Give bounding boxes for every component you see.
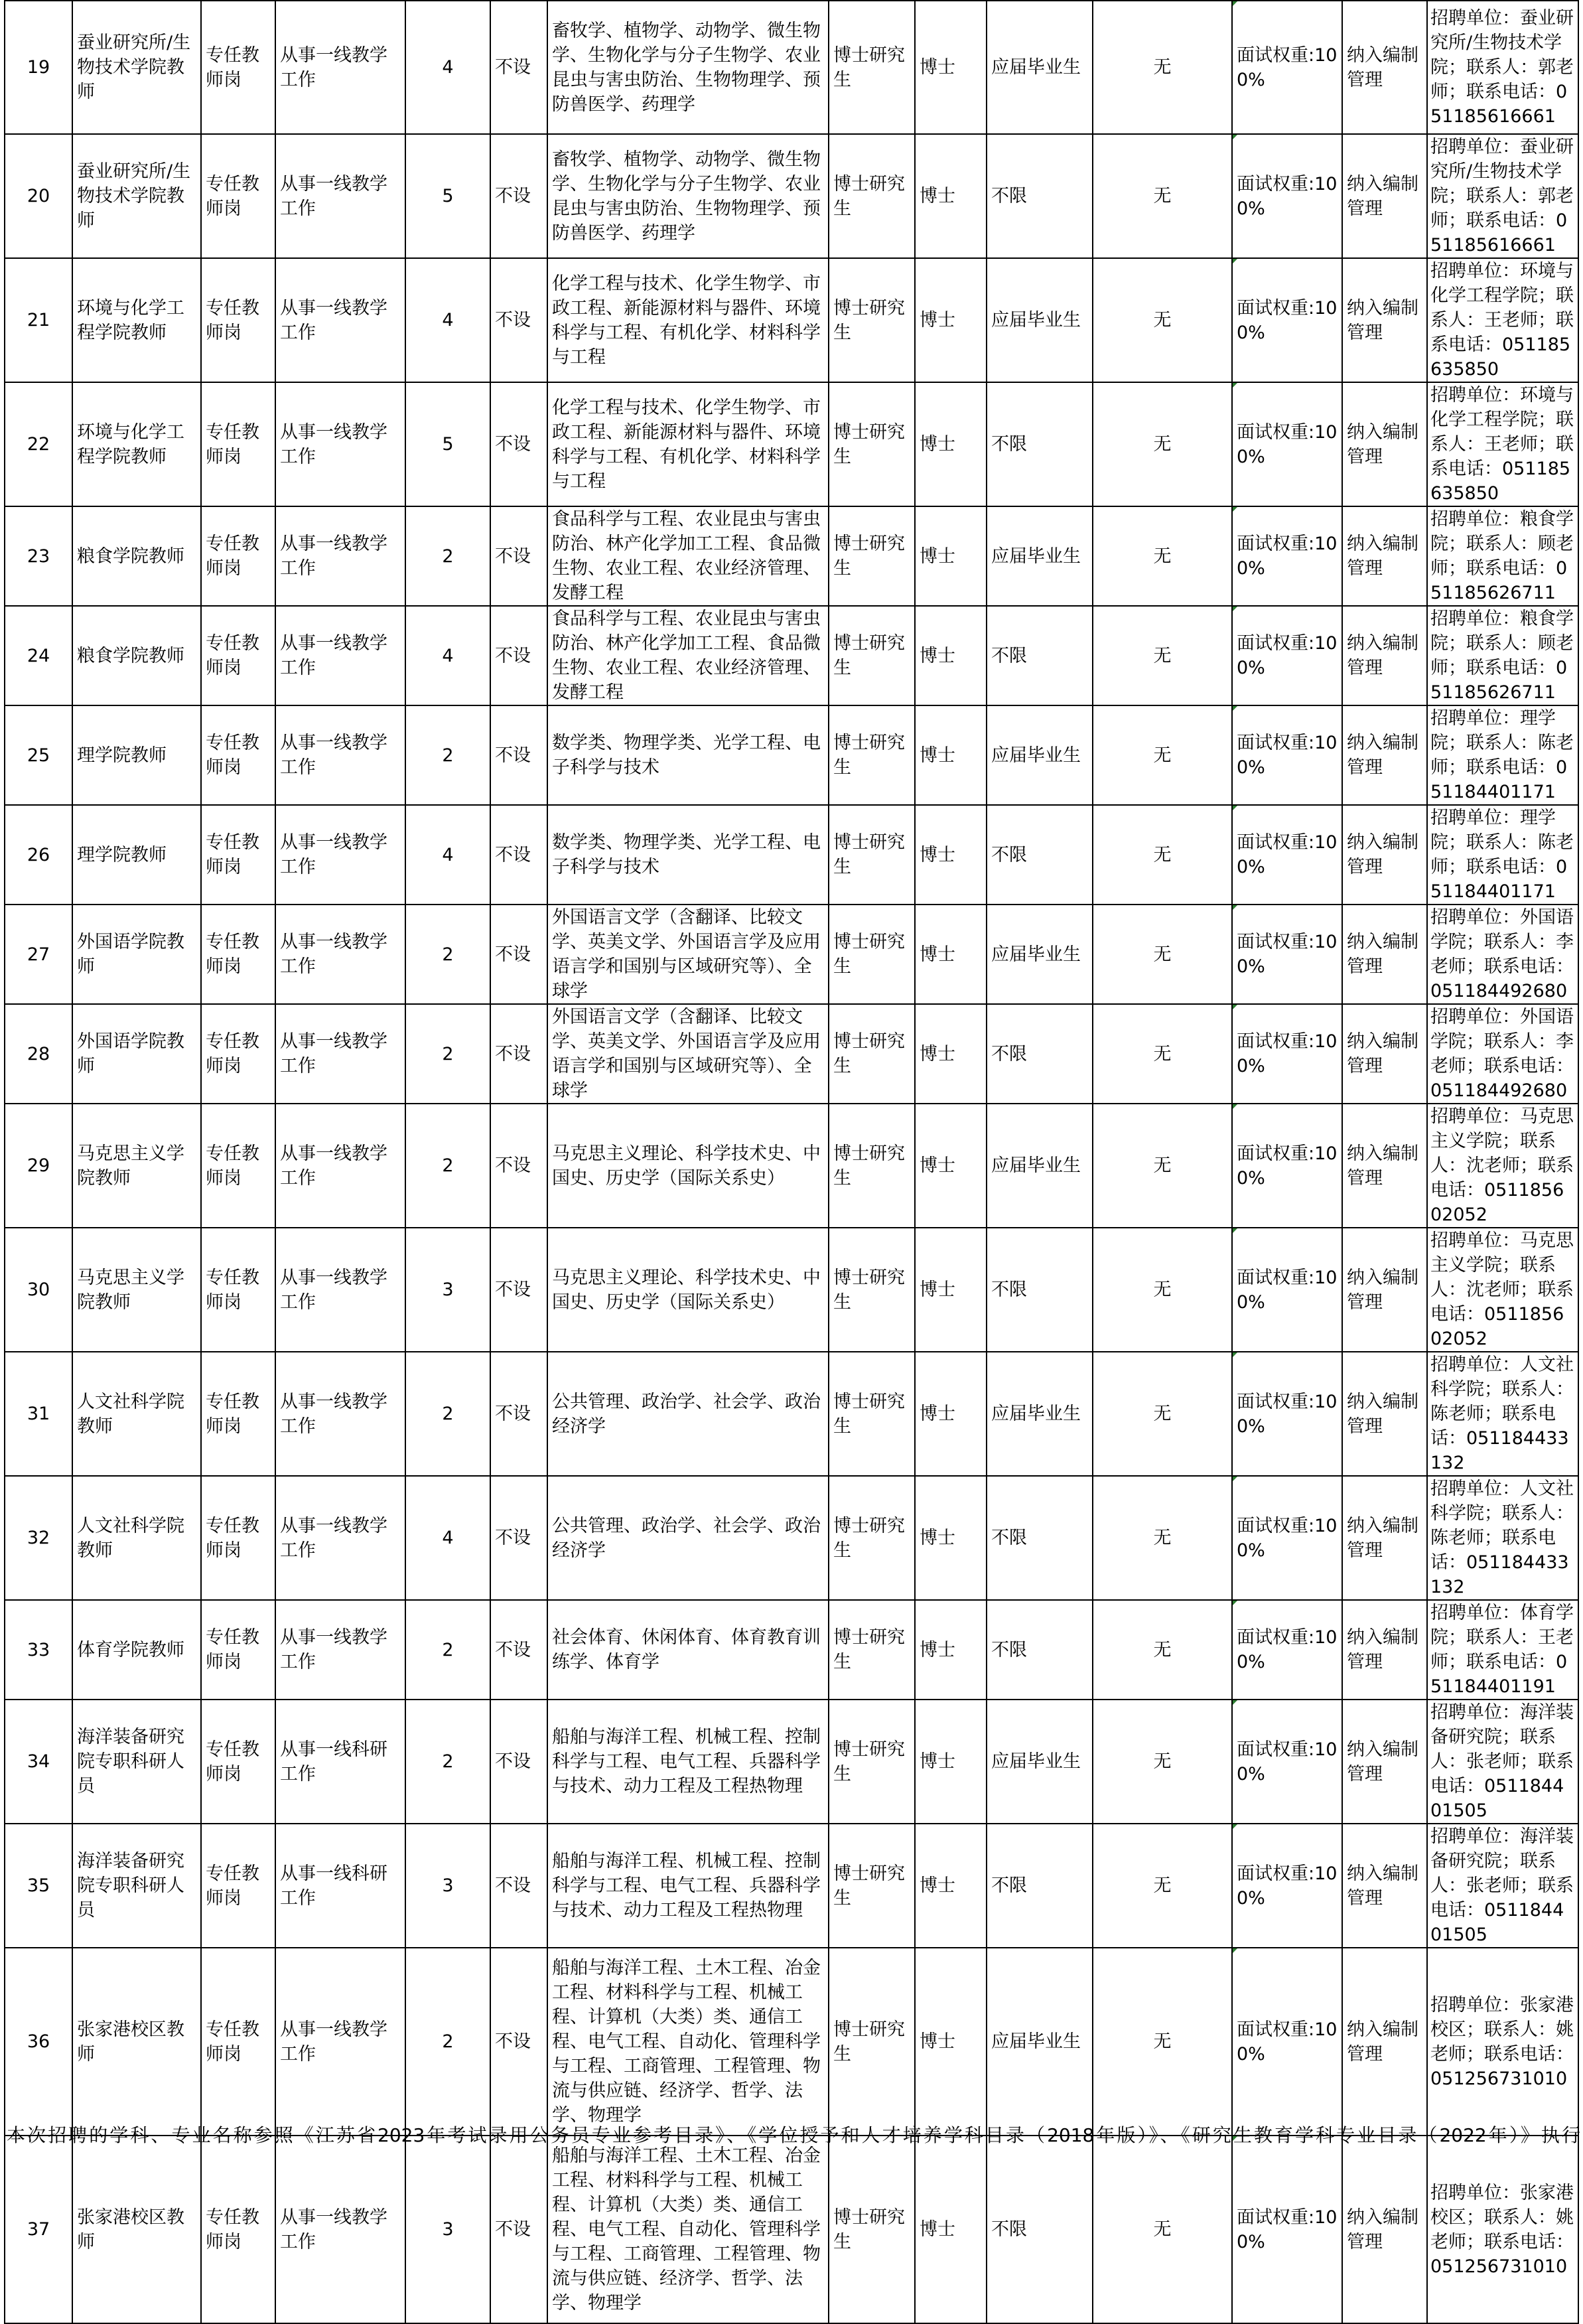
required-major: 公共管理、政治学、社会学、政治经济学: [547, 1476, 829, 1600]
table-row: [5, 1700, 1578, 1824]
unit-name: 理学院教师: [72, 805, 201, 905]
required-major: 船舶与海洋工程、机械工程、控制科学与工程、电气工程、兵器科学与技术、动力工程及工程热物理: [547, 1700, 829, 1824]
row-number: 27: [5, 905, 72, 1004]
unit-name: 理学院教师: [72, 705, 201, 805]
assessment-weight: 面试权重:100%: [1232, 1004, 1342, 1104]
target-candidates: 不限: [987, 2136, 1093, 2323]
contact-info: 招聘单位：粮食学院；联系人：顾老师；联系电话：051185626711: [1427, 506, 1578, 606]
education-level: 博士研究生: [829, 382, 915, 506]
contact-info: 招聘单位：张家港校区；联系人：姚老师；联系电话：051256731010: [1427, 2136, 1578, 2323]
staffing-management: 纳入编制管理: [1342, 805, 1427, 905]
degree: 博士: [915, 134, 987, 258]
unit-name: 海洋装备研究院专职科研人员: [72, 1824, 201, 1948]
required-major: 食品科学与工程、农业昆虫与害虫防治、林产化学加工工程、食品微生物、农业工程、农业经济管理、发酵工程: [547, 506, 829, 606]
other-requirements: 无: [1093, 1, 1232, 134]
contact-info: 招聘单位：体育学院；联系人：王老师；联系电话：051184401191: [1427, 1600, 1578, 1700]
hire-count: 3: [405, 1824, 490, 1948]
other-requirements: 无: [1093, 1476, 1232, 1600]
exam-ratio: 不设: [490, 1104, 547, 1228]
staffing-management: 纳入编制管理: [1342, 1, 1427, 134]
exam-ratio: 不设: [490, 1476, 547, 1600]
post-duty: 从事一线教学工作: [275, 1352, 405, 1476]
other-requirements: 无: [1093, 1600, 1232, 1700]
table-row: [5, 1948, 1578, 2136]
post-type: 专任教师岗: [201, 1476, 275, 1600]
exam-ratio: 不设: [490, 905, 547, 1004]
hire-count: 5: [405, 134, 490, 258]
contact-info: 招聘单位：环境与化学工程学院；联系人：王老师；联系电话：051185635850: [1427, 382, 1578, 506]
contact-info: 招聘单位：人文社科学院；联系人：陈老师；联系电话：051184433132: [1427, 1352, 1578, 1476]
unit-name: 粮食学院教师: [72, 606, 201, 705]
table-row: [5, 2136, 1578, 2323]
post-type: 专任教师岗: [201, 1700, 275, 1824]
degree: 博士: [915, 1352, 987, 1476]
target-candidates: 应届毕业生: [987, 506, 1093, 606]
table-row: [5, 805, 1578, 905]
contact-info: 招聘单位：外国语学院；联系人：李老师；联系电话：051184492680: [1427, 905, 1578, 1004]
unit-name: 外国语学院教师: [72, 1004, 201, 1104]
assessment-weight: 面试权重:100%: [1232, 705, 1342, 805]
hire-count: 4: [405, 805, 490, 905]
assessment-weight: 面试权重:100%: [1232, 1700, 1342, 1824]
exam-ratio: 不设: [490, 1228, 547, 1352]
degree: 博士: [915, 1004, 987, 1104]
row-number: 25: [5, 705, 72, 805]
hire-count: 4: [405, 606, 490, 705]
table-row: [5, 1476, 1578, 1600]
hire-count: 2: [405, 1004, 490, 1104]
target-candidates: 不限: [987, 382, 1093, 506]
table-row: [5, 1600, 1578, 1700]
table-row: [5, 1352, 1578, 1476]
table-row: [5, 905, 1578, 1004]
staffing-management: 纳入编制管理: [1342, 134, 1427, 258]
assessment-weight: 面试权重:100%: [1232, 606, 1342, 705]
staffing-management: 纳入编制管理: [1342, 1476, 1427, 1600]
other-requirements: 无: [1093, 1824, 1232, 1948]
hire-count: 2: [405, 1352, 490, 1476]
degree: 博士: [915, 258, 987, 382]
staffing-management: 纳入编制管理: [1342, 2136, 1427, 2323]
table-row: [5, 134, 1578, 258]
degree: 博士: [915, 1476, 987, 1600]
contact-info: 招聘单位：马克思主义学院；联系人：沈老师；联系电话：051185602052: [1427, 1228, 1578, 1352]
staffing-management: 纳入编制管理: [1342, 1228, 1427, 1352]
degree: 博士: [915, 1228, 987, 1352]
contact-info: 招聘单位：张家港校区；联系人：姚老师；联系电话：051256731010: [1427, 1948, 1578, 2136]
target-candidates: 不限: [987, 1004, 1093, 1104]
row-number: 19: [5, 1, 72, 134]
table-row: [5, 606, 1578, 705]
row-number: 29: [5, 1104, 72, 1228]
row-number: 35: [5, 1824, 72, 1948]
required-major: 化学工程与技术、化学生物学、市政工程、新能源材料与器件、环境科学与工程、有机化学、材料科学与工程: [547, 258, 829, 382]
post-duty: 从事一线教学工作: [275, 1104, 405, 1228]
contact-info: 招聘单位：人文社科学院；联系人：陈老师；联系电话：051184433132: [1427, 1476, 1578, 1600]
other-requirements: 无: [1093, 2136, 1232, 2323]
post-duty: 从事一线教学工作: [275, 1, 405, 134]
staffing-management: 纳入编制管理: [1342, 1352, 1427, 1476]
degree: 博士: [915, 606, 987, 705]
other-requirements: 无: [1093, 1700, 1232, 1824]
hire-count: 2: [405, 705, 490, 805]
education-level: 博士研究生: [829, 258, 915, 382]
unit-name: 蚕业研究所/生物技术学院教师: [72, 1, 201, 134]
degree: 博士: [915, 1700, 987, 1824]
post-type: 专任教师岗: [201, 1600, 275, 1700]
degree: 博士: [915, 1948, 987, 2136]
row-number: 31: [5, 1352, 72, 1476]
unit-name: 张家港校区教师: [72, 1948, 201, 2136]
degree: 博士: [915, 805, 987, 905]
other-requirements: 无: [1093, 1228, 1232, 1352]
hire-count: 2: [405, 1104, 490, 1228]
post-duty: 从事一线教学工作: [275, 1476, 405, 1600]
post-duty: 从事一线教学工作: [275, 506, 405, 606]
row-number: 34: [5, 1700, 72, 1824]
hire-count: 5: [405, 382, 490, 506]
other-requirements: 无: [1093, 805, 1232, 905]
table-row: [5, 1104, 1578, 1228]
exam-ratio: 不设: [490, 258, 547, 382]
unit-name: 环境与化学工程学院教师: [72, 382, 201, 506]
target-candidates: 应届毕业生: [987, 705, 1093, 805]
education-level: 博士研究生: [829, 1104, 915, 1228]
table-row: [5, 506, 1578, 606]
assessment-weight: 面试权重:100%: [1232, 1600, 1342, 1700]
contact-info: 招聘单位：海洋装备研究院；联系人：张老师；联系电话：051184401505: [1427, 1824, 1578, 1948]
degree: 博士: [915, 905, 987, 1004]
post-duty: 从事一线教学工作: [275, 258, 405, 382]
other-requirements: 无: [1093, 382, 1232, 506]
target-candidates: 不限: [987, 1228, 1093, 1352]
required-major: 船舶与海洋工程、土木工程、冶金工程、材料科学与工程、机械工程、计算机（大类）类、通信工程、电气工程、自动化、管理科学与工程、工商管理、工程管理、物流与供应链、经济学、哲学、法学、物理学: [547, 2136, 829, 2323]
assessment-weight: 面试权重:100%: [1232, 905, 1342, 1004]
exam-ratio: 不设: [490, 1700, 547, 1824]
degree: 博士: [915, 1600, 987, 1700]
other-requirements: 无: [1093, 1948, 1232, 2136]
post-type: 专任教师岗: [201, 1948, 275, 2136]
exam-ratio: 不设: [490, 2136, 547, 2323]
assessment-weight: 面试权重:100%: [1232, 258, 1342, 382]
assessment-weight: 面试权重:100%: [1232, 1824, 1342, 1948]
row-number: 21: [5, 258, 72, 382]
post-type: 专任教师岗: [201, 1228, 275, 1352]
required-major: 食品科学与工程、农业昆虫与害虫防治、林产化学加工工程、食品微生物、农业工程、农业经济管理、发酵工程: [547, 606, 829, 705]
education-level: 博士研究生: [829, 2136, 915, 2323]
education-level: 博士研究生: [829, 705, 915, 805]
unit-name: 蚕业研究所/生物技术学院教师: [72, 134, 201, 258]
exam-ratio: 不设: [490, 1352, 547, 1476]
target-candidates: 不限: [987, 1824, 1093, 1948]
other-requirements: 无: [1093, 606, 1232, 705]
degree: 博士: [915, 1824, 987, 1948]
other-requirements: 无: [1093, 1104, 1232, 1228]
recruitment-table: [4, 0, 1579, 2324]
exam-ratio: 不设: [490, 134, 547, 258]
education-level: 博士研究生: [829, 1600, 915, 1700]
target-candidates: 不限: [987, 134, 1093, 258]
post-duty: 从事一线教学工作: [275, 2136, 405, 2323]
staffing-management: 纳入编制管理: [1342, 1700, 1427, 1824]
post-type: 专任教师岗: [201, 606, 275, 705]
contact-info: 招聘单位：粮食学院；联系人：顾老师；联系电话：051185626711: [1427, 606, 1578, 705]
education-level: 博士研究生: [829, 134, 915, 258]
row-number: 22: [5, 382, 72, 506]
row-number: 20: [5, 134, 72, 258]
post-type: 专任教师岗: [201, 705, 275, 805]
post-duty: 从事一线教学工作: [275, 1948, 405, 2136]
staffing-management: 纳入编制管理: [1342, 1600, 1427, 1700]
row-number: 32: [5, 1476, 72, 1600]
other-requirements: 无: [1093, 134, 1232, 258]
exam-ratio: 不设: [490, 606, 547, 705]
exam-ratio: 不设: [490, 506, 547, 606]
unit-name: 外国语学院教师: [72, 905, 201, 1004]
table-row: [5, 1, 1578, 134]
assessment-weight: 面试权重:100%: [1232, 382, 1342, 506]
unit-name: 海洋装备研究院专职科研人员: [72, 1700, 201, 1824]
assessment-weight: 面试权重:100%: [1232, 134, 1342, 258]
required-major: 船舶与海洋工程、机械工程、控制科学与工程、电气工程、兵器科学与技术、动力工程及工程热物理: [547, 1824, 829, 1948]
post-duty: 从事一线科研工作: [275, 1824, 405, 1948]
hire-count: 4: [405, 258, 490, 382]
education-level: 博士研究生: [829, 805, 915, 905]
required-major: 畜牧学、植物学、动物学、微生物学、生物化学与分子生物学、农业昆虫与害虫防治、生物物理学、预防兽医学、药理学: [547, 1, 829, 134]
education-level: 博士研究生: [829, 606, 915, 705]
assessment-weight: 面试权重:100%: [1232, 1476, 1342, 1600]
required-major: 化学工程与技术、化学生物学、市政工程、新能源材料与器件、环境科学与工程、有机化学、材料科学与工程: [547, 382, 829, 506]
target-candidates: 不限: [987, 1476, 1093, 1600]
degree: 博士: [915, 705, 987, 805]
unit-name: 人文社科学院教师: [72, 1476, 201, 1600]
hire-count: 4: [405, 1, 490, 134]
table-row: [5, 1228, 1578, 1352]
unit-name: 马克思主义学院教师: [72, 1104, 201, 1228]
other-requirements: 无: [1093, 258, 1232, 382]
other-requirements: 无: [1093, 1004, 1232, 1104]
post-duty: 从事一线教学工作: [275, 382, 405, 506]
education-level: 博士研究生: [829, 1228, 915, 1352]
post-duty: 从事一线教学工作: [275, 1600, 405, 1700]
exam-ratio: 不设: [490, 805, 547, 905]
hire-count: 3: [405, 1228, 490, 1352]
required-major: 船舶与海洋工程、土木工程、冶金工程、材料科学与工程、机械工程、计算机（大类）类、通信工程、电气工程、自动化、管理科学与工程、工商管理、工程管理、物流与供应链、经济学、哲学、法学、物理学: [547, 1948, 829, 2136]
hire-count: 4: [405, 1476, 490, 1600]
post-duty: 从事一线教学工作: [275, 705, 405, 805]
table-row: [5, 382, 1578, 506]
contact-info: 招聘单位：马克思主义学院；联系人：沈老师；联系电话：051185602052: [1427, 1104, 1578, 1228]
staffing-management: 纳入编制管理: [1342, 705, 1427, 805]
post-duty: 从事一线教学工作: [275, 1004, 405, 1104]
row-number: 33: [5, 1600, 72, 1700]
staffing-management: 纳入编制管理: [1342, 1824, 1427, 1948]
exam-ratio: 不设: [490, 382, 547, 506]
staffing-management: 纳入编制管理: [1342, 506, 1427, 606]
exam-ratio: 不设: [490, 1, 547, 134]
hire-count: 2: [405, 506, 490, 606]
post-type: 专任教师岗: [201, 1352, 275, 1476]
row-number: 23: [5, 506, 72, 606]
education-level: 博士研究生: [829, 905, 915, 1004]
exam-ratio: 不设: [490, 1948, 547, 2136]
row-number: 24: [5, 606, 72, 705]
contact-info: 招聘单位：环境与化学工程学院；联系人：王老师；联系电话：051185635850: [1427, 258, 1578, 382]
hire-count: 2: [405, 1600, 490, 1700]
unit-name: 人文社科学院教师: [72, 1352, 201, 1476]
exam-ratio: 不设: [490, 1004, 547, 1104]
contact-info: 招聘单位：外国语学院；联系人：李老师；联系电话：051184492680: [1427, 1004, 1578, 1104]
staffing-management: 纳入编制管理: [1342, 905, 1427, 1004]
degree: 博士: [915, 506, 987, 606]
exam-ratio: 不设: [490, 1600, 547, 1700]
education-level: 博士研究生: [829, 506, 915, 606]
post-type: 专任教师岗: [201, 134, 275, 258]
exam-ratio: 不设: [490, 1824, 547, 1948]
education-level: 博士研究生: [829, 1, 915, 134]
post-type: 专任教师岗: [201, 2136, 275, 2323]
post-type: 专任教师岗: [201, 1, 275, 134]
education-level: 博士研究生: [829, 1004, 915, 1104]
target-candidates: 应届毕业生: [987, 905, 1093, 1004]
post-type: 专任教师岗: [201, 258, 275, 382]
target-candidates: 应届毕业生: [987, 1, 1093, 134]
post-type: 专任教师岗: [201, 1104, 275, 1228]
degree: 博士: [915, 382, 987, 506]
staffing-management: 纳入编制管理: [1342, 606, 1427, 705]
contact-info: 招聘单位：海洋装备研究院；联系人：张老师；联系电话：051184401505: [1427, 1700, 1578, 1824]
education-level: 博士研究生: [829, 1476, 915, 1600]
post-type: 专任教师岗: [201, 382, 275, 506]
row-number: 30: [5, 1228, 72, 1352]
required-major: 畜牧学、植物学、动物学、微生物学、生物化学与分子生物学、农业昆虫与害虫防治、生物物理学、预防兽医学、药理学: [547, 134, 829, 258]
education-level: 博士研究生: [829, 1948, 915, 2136]
post-duty: 从事一线教学工作: [275, 606, 405, 705]
staffing-management: 纳入编制管理: [1342, 382, 1427, 506]
post-duty: 从事一线科研工作: [275, 1700, 405, 1824]
post-type: 专任教师岗: [201, 506, 275, 606]
degree: 博士: [915, 1104, 987, 1228]
education-level: 博士研究生: [829, 1824, 915, 1948]
education-level: 博士研究生: [829, 1352, 915, 1476]
target-candidates: 应届毕业生: [987, 258, 1093, 382]
target-candidates: 应届毕业生: [987, 1352, 1093, 1476]
exam-ratio: 不设: [490, 705, 547, 805]
required-major: 外国语言文学（含翻译、比较文学、英美文学、外国语言学及应用语言学和国别与区域研究等）、全球学: [547, 905, 829, 1004]
assessment-weight: 面试权重:100%: [1232, 2136, 1342, 2323]
assessment-weight: 面试权重:100%: [1232, 1228, 1342, 1352]
table-row: [5, 705, 1578, 805]
other-requirements: 无: [1093, 705, 1232, 805]
hire-count: 2: [405, 1700, 490, 1824]
assessment-weight: 面试权重:100%: [1232, 1948, 1342, 2136]
other-requirements: 无: [1093, 1352, 1232, 1476]
target-candidates: 应届毕业生: [987, 1700, 1093, 1824]
post-type: 专任教师岗: [201, 1004, 275, 1104]
target-candidates: 应届毕业生: [987, 1104, 1093, 1228]
unit-name: 马克思主义学院教师: [72, 1228, 201, 1352]
unit-name: 粮食学院教师: [72, 506, 201, 606]
contact-info: 招聘单位：理学院；联系人：陈老师；联系电话：051184401171: [1427, 705, 1578, 805]
unit-name: 张家港校区教师: [72, 2136, 201, 2323]
target-candidates: 不限: [987, 1600, 1093, 1700]
education-level: 博士研究生: [829, 1700, 915, 1824]
hire-count: 2: [405, 1948, 490, 2136]
staffing-management: 纳入编制管理: [1342, 258, 1427, 382]
row-number: 37: [5, 2136, 72, 2323]
required-major: 公共管理、政治学、社会学、政治经济学: [547, 1352, 829, 1476]
table-row: [5, 1824, 1578, 1948]
table-row: [5, 1004, 1578, 1104]
assessment-weight: 面试权重:100%: [1232, 805, 1342, 905]
post-duty: 从事一线教学工作: [275, 805, 405, 905]
table-row: [5, 258, 1578, 382]
hire-count: 2: [405, 905, 490, 1004]
assessment-weight: 面试权重:100%: [1232, 1352, 1342, 1476]
target-candidates: 不限: [987, 805, 1093, 905]
target-candidates: 不限: [987, 606, 1093, 705]
post-type: 专任教师岗: [201, 1824, 275, 1948]
staffing-management: 纳入编制管理: [1342, 1004, 1427, 1104]
required-major: 马克思主义理论、科学技术史、中国史、历史学（国际关系史）: [547, 1228, 829, 1352]
target-candidates: 应届毕业生: [987, 1948, 1093, 2136]
degree: 博士: [915, 1, 987, 134]
contact-info: 招聘单位：蚕业研究所/生物技术学院；联系人：郭老师；联系电话：051185616661: [1427, 134, 1578, 258]
contact-info: 招聘单位：理学院；联系人：陈老师；联系电话：051184401171: [1427, 805, 1578, 905]
post-duty: 从事一线教学工作: [275, 134, 405, 258]
assessment-weight: 面试权重:100%: [1232, 506, 1342, 606]
degree: 博士: [915, 2136, 987, 2323]
required-major: 社会体育、休闲体育、体育教育训练学、体育学: [547, 1600, 829, 1700]
contact-info: 招聘单位：蚕业研究所/生物技术学院；联系人：郭老师；联系电话：051185616661: [1427, 1, 1578, 134]
row-number: 36: [5, 1948, 72, 2136]
unit-name: 体育学院教师: [72, 1600, 201, 1700]
required-major: 马克思主义理论、科学技术史、中国史、历史学（国际关系史）: [547, 1104, 829, 1228]
footnote: 本次招聘的学科、专业名称参照《江苏省2023年考试录用公务员专业参考目录》、《学位授予和人才培养学科目录（2018年版）》、《研究生教育学科专业目录（2022年）》执行: [7, 2124, 1580, 2146]
table-body: [5, 1, 1578, 2323]
post-type: 专任教师岗: [201, 805, 275, 905]
other-requirements: 无: [1093, 905, 1232, 1004]
staffing-management: 纳入编制管理: [1342, 1104, 1427, 1228]
assessment-weight: 面试权重:100%: [1232, 1104, 1342, 1228]
required-major: 数学类、物理学类、光学工程、电子科学与技术: [547, 805, 829, 905]
post-type: 专任教师岗: [201, 905, 275, 1004]
assessment-weight: 面试权重:100%: [1232, 1, 1342, 134]
required-major: 外国语言文学（含翻译、比较文学、英美文学、外国语言学及应用语言学和国别与区域研究等）、全球学: [547, 1004, 829, 1104]
post-duty: 从事一线教学工作: [275, 905, 405, 1004]
staffing-management: 纳入编制管理: [1342, 1948, 1427, 2136]
unit-name: 环境与化学工程学院教师: [72, 258, 201, 382]
post-duty: 从事一线教学工作: [275, 1228, 405, 1352]
row-number: 26: [5, 805, 72, 905]
other-requirements: 无: [1093, 506, 1232, 606]
required-major: 数学类、物理学类、光学工程、电子科学与技术: [547, 705, 829, 805]
row-number: 28: [5, 1004, 72, 1104]
hire-count: 3: [405, 2136, 490, 2323]
